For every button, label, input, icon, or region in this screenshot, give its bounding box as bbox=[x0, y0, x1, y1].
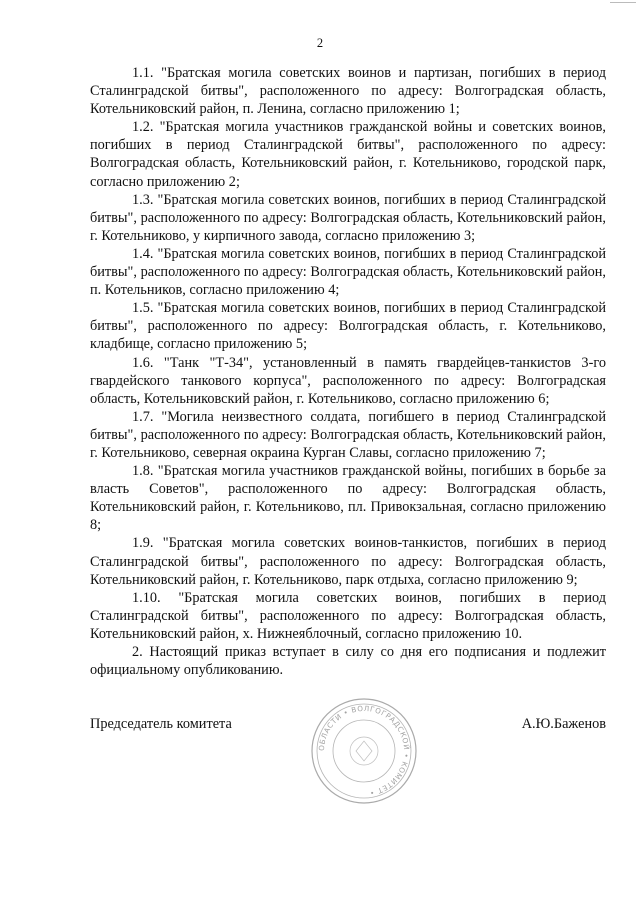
paragraph-1-10: 1.10. "Братская могила советских воинов, погибших в период Сталинградской битвы", расположенного по адресу: Волгоградская область, Котельниковский район, х. Нижнеяблочный, согласно приложению 10. bbox=[90, 589, 606, 642]
signatory-title: Председатель комитета bbox=[90, 716, 232, 732]
signatory-name: А.Ю.Баженов bbox=[521, 716, 606, 732]
document-body bbox=[90, 64, 606, 679]
paragraph-1-6: 1.6. "Танк "Т-34", установленный в память гвардейцев-танкистов 3-го гвардейского танкового корпуса", расположенного по адресу: Волгоградская область, Котельниковский район, г. Котельниково, согласно приложению 6; bbox=[90, 354, 606, 407]
page-number: 2 bbox=[316, 36, 324, 50]
paragraph-1-5: 1.5. "Братская могила советских воинов, погибших в период Сталинградской битвы", расположенного по адресу: Волгоградская область, г. Котельниково, кладбище, согласно приложению 5; bbox=[90, 300, 606, 353]
svg-text:ОБЛАСТИ • ВОЛГОГРАДСКОЙ • КОМИ: ОБЛАСТИ • ВОЛГОГРАДСКОЙ • КОМИТЕТ • bbox=[316, 703, 412, 798]
scan-edge-mark bbox=[610, 2, 636, 7]
paragraph-2: 2. Настоящий приказ вступает в силу со дня его подписания и подлежит официальному опубликованию. bbox=[90, 644, 606, 679]
paragraph-1-4: 1.4. "Братская могила советских воинов, погибших в период Сталинградской битвы", расположенного по адресу: Волгоградская область, Котельниковский район, п. Котельников, согласно приложению 4; bbox=[90, 245, 606, 299]
paragraph-1-1: 1.1. "Братская могила советских воинов и партизан, погибших в период Сталинградской битвы", расположенного по адресу: Волгоградская область, Котельниковский район, п. Ленина, согласно приложению 1; bbox=[90, 65, 606, 118]
official-seal-stamp bbox=[310, 697, 418, 805]
paragraph-1-9: 1.9. "Братская могила советских воинов-танкистов, погибших в период Сталинградской битвы", расположенного по адресу: Волгоградская область, Котельниковский район, г. Котельниково, парк отдыха, согласно приложению 9; bbox=[90, 535, 606, 588]
paragraph-1-2: 1.2. "Братская могила участников гражданской войны и советских воинов, погибших в период Сталинградской битвы", расположенного по адресу: Волгоградская область, Котельниковский район, г. Котельниково, городской парк, согласно приложению 2; bbox=[90, 119, 606, 190]
paragraph-1-8: 1.8. "Братская могила участников гражданской войны, погибших в борьбе за власть Советов", расположенного по адресу: Волгоградская область, Котельниковский район, г. Котельниково, пл. Привокзальная, согласно приложению 8; bbox=[90, 463, 606, 534]
paragraph-1-3: 1.3. "Братская могила советских воинов, погибших в период Сталинградской битвы", расположенного по адресу: Волгоградская область, Котельниковский район, г. Котельниково, у кирпичного завода, согласно приложению 3; bbox=[90, 191, 606, 244]
paragraph-1-7: 1.7. "Могила неизвестного солдата, погибшего в период Сталинградской битвы", расположенного по адресу: Волгоградская область, Котельниковский район, г. Котельниково, северная окраина Курган Славы, согласно приложению 7; bbox=[90, 408, 606, 461]
